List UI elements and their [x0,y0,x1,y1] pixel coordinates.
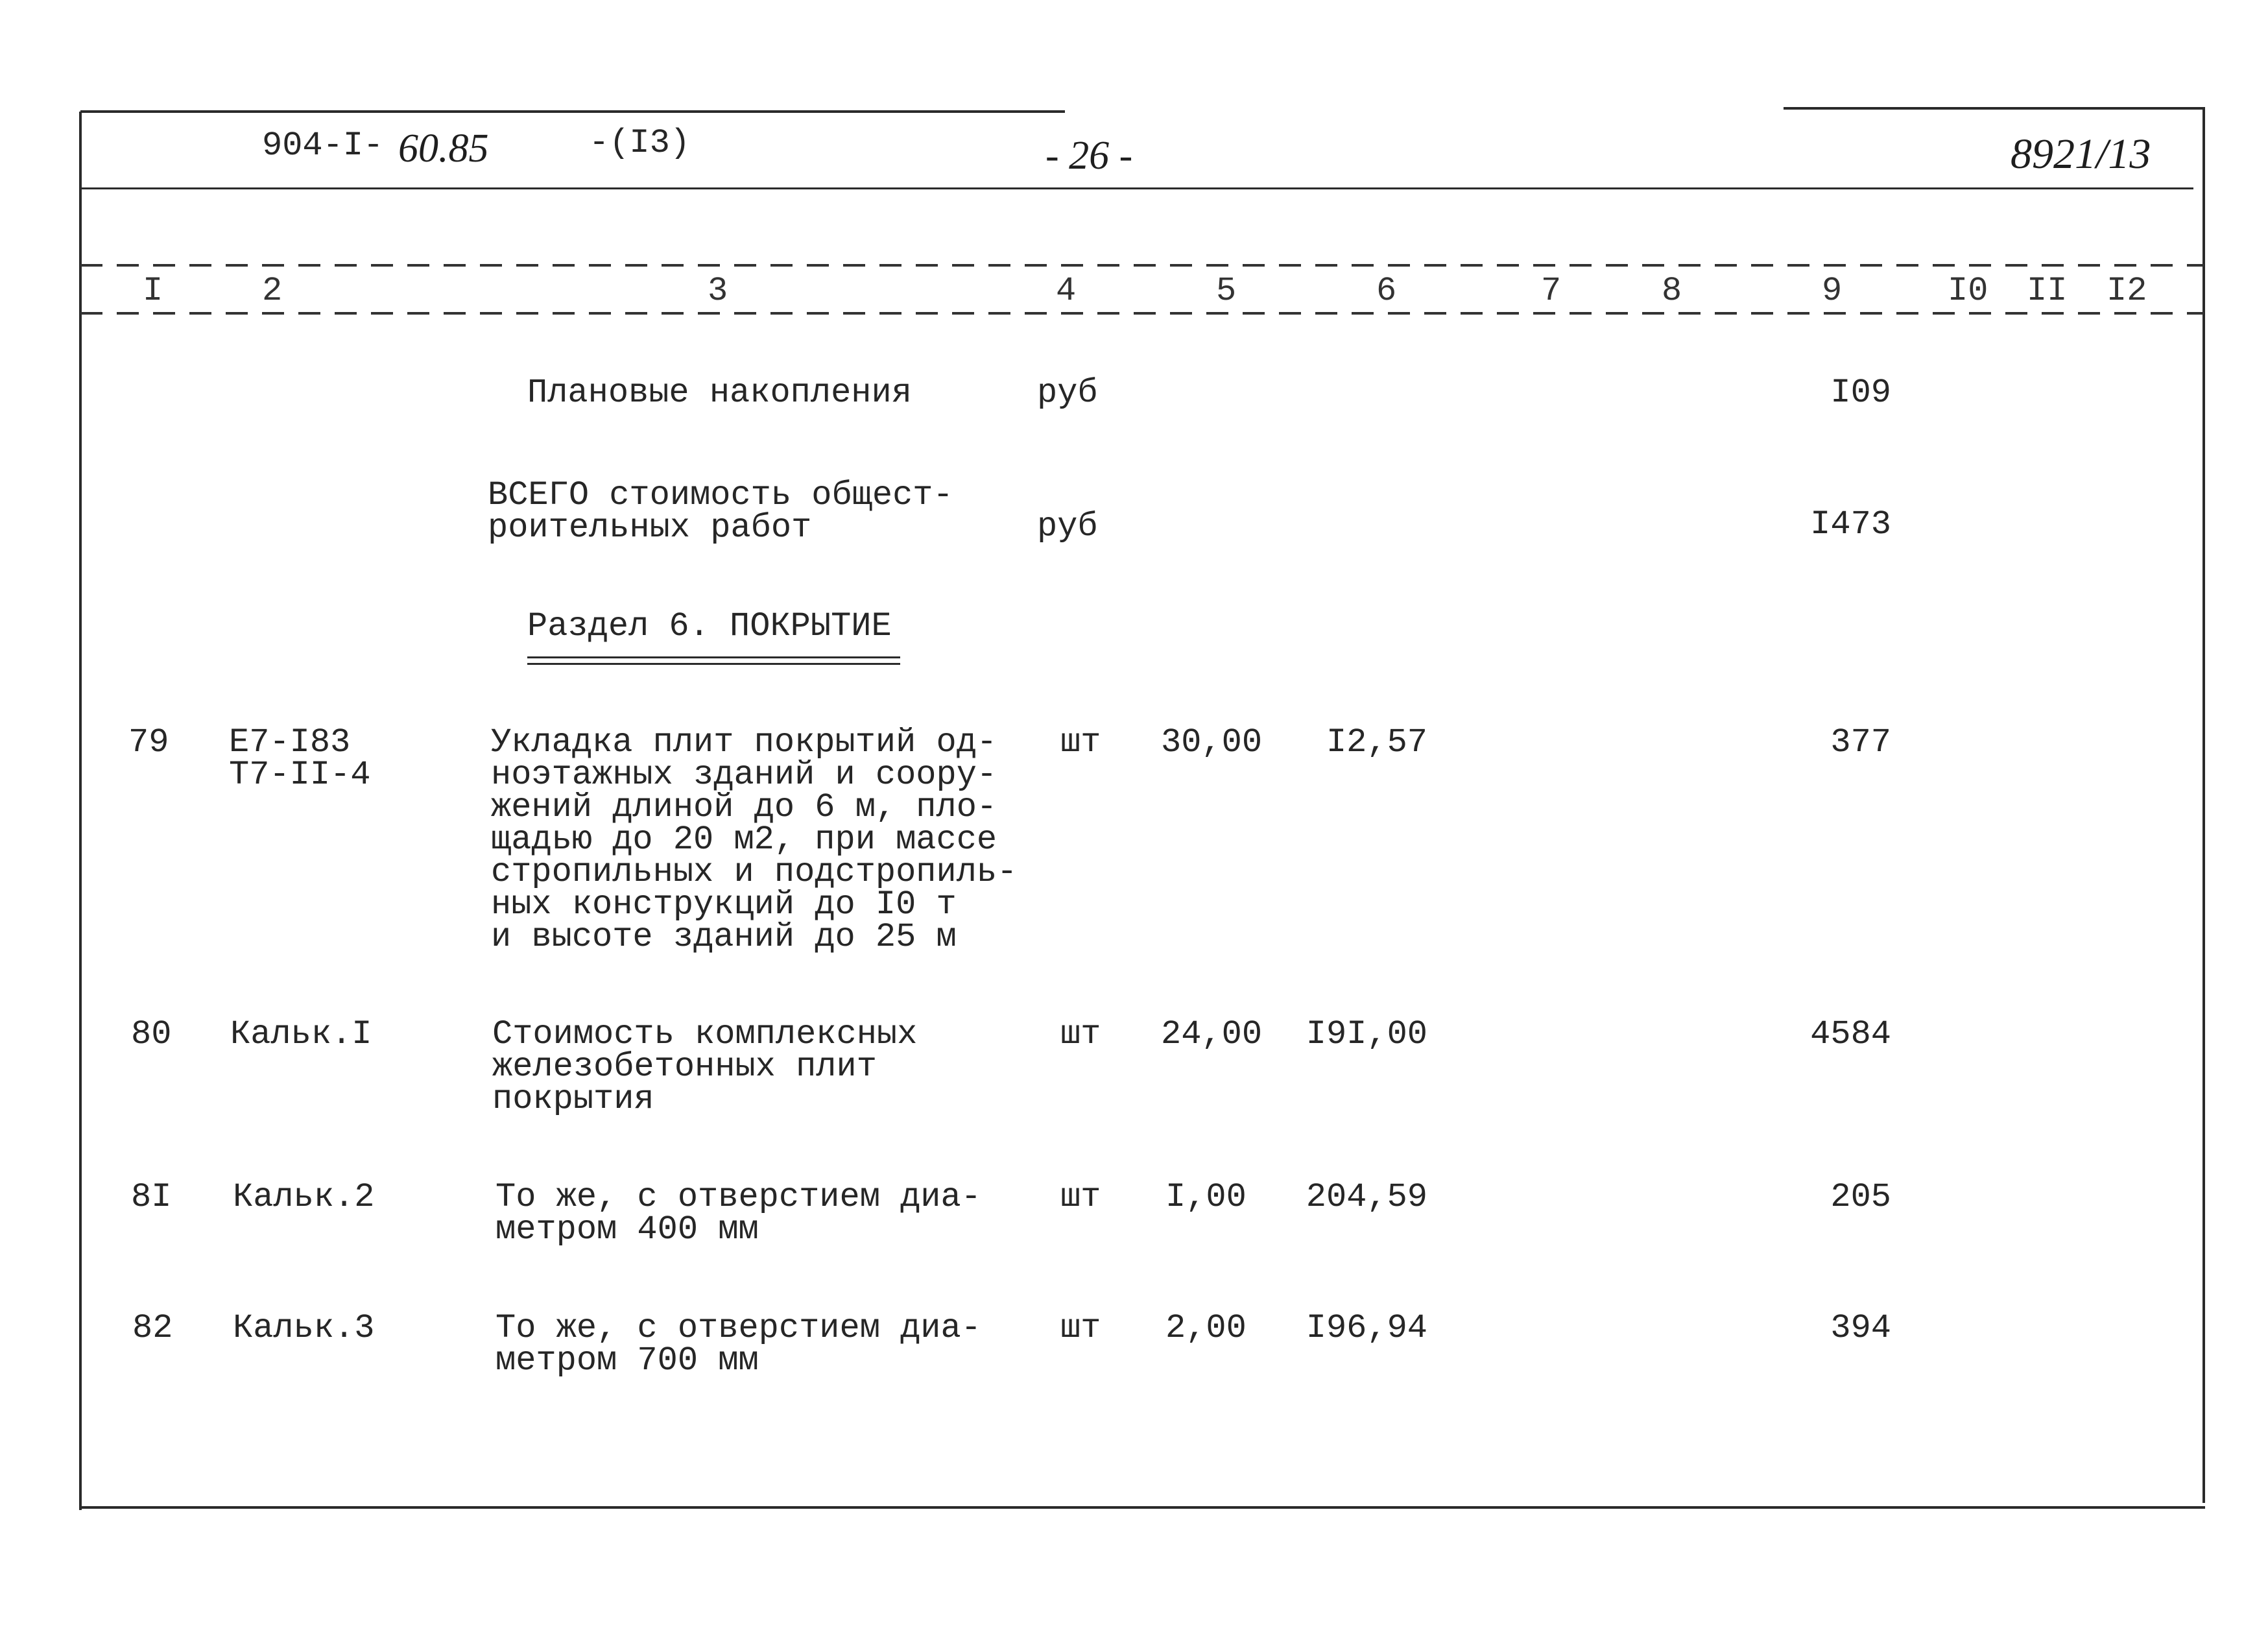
column-number-11: II [2027,272,2068,310]
frame-top-right-rule [1784,107,2205,110]
row-code-line: Т7-II-4 [229,756,371,794]
section-title-underline-2 [527,663,900,665]
row-description-line: железобетонных плит [492,1048,877,1086]
row-total: 205 [1830,1178,1891,1216]
summary-text-line: Плановые накопления [527,374,912,412]
row-code-line: Кальк.2 [233,1178,375,1216]
row-description [495,1309,981,1380]
column-header-dashed-bottom [80,312,2204,315]
row-quantity: 2,00 [1165,1309,1247,1347]
row-code-line: Е7-I83 [229,723,351,762]
row-description-line: То же, с отверстием диа- [495,1178,981,1216]
column-number-7: 7 [1541,272,1562,310]
column-number-6: 6 [1376,272,1397,310]
row-number: 8I [131,1178,172,1216]
summary-planned-text [527,374,912,412]
archive-number: 8921/13 [2011,130,2151,178]
frame-top-left-rule [80,110,1065,113]
row-code [229,723,371,794]
series-prefix: 904-I- [262,126,384,165]
row-description-line: щадью до 20 м2, при массе [491,821,997,859]
row-unit: шт [1060,1178,1101,1216]
column-number-12: I2 [2107,272,2147,310]
frame-left-border [79,112,82,1510]
series-handwritten-number: 60.85 [398,126,489,171]
row-description-line: То же, с отверстием диа- [495,1309,981,1347]
row-description-line: ноэтажных зданий и соору- [491,756,997,794]
column-number-1: I [143,272,163,310]
row-unit-price: I9I,00 [1306,1015,1427,1053]
row-description-line: стропильных и подстропиль- [491,853,1018,891]
column-number-8: 8 [1662,272,1682,310]
row-number: 82 [132,1309,173,1347]
row-unit-price: I2,57 [1326,723,1427,762]
row-code [233,1309,375,1347]
row-description-line: и высоте зданий до 25 м [491,918,957,956]
series-suffix: -(I3) [589,124,691,162]
summary-total-text [488,476,953,547]
section-title: Раздел 6. ПОКРЫТИЕ [527,607,892,645]
page-number: - 26 - [1045,134,1133,178]
summary-text-line: ВСЕГО стоимость общест- [488,476,953,514]
summary-text-line: роительных работ [488,509,812,547]
row-description-line: покрытия [492,1080,654,1118]
row-description-line: ных конструкций до I0 т [491,885,957,924]
frame-right-border [2202,107,2205,1503]
row-total: 4584 [1810,1015,1891,1053]
column-number-5: 5 [1216,272,1237,310]
row-unit-price: 204,59 [1306,1178,1427,1216]
row-total: 377 [1830,723,1891,762]
header-rule [80,187,2193,189]
row-number: 79 [128,723,169,762]
row-code-line: Кальк.I [230,1015,372,1053]
column-number-3: 3 [708,272,728,310]
row-code [230,1015,372,1053]
summary-total-amount: I473 [1810,505,1891,544]
section-title-underline-1 [527,656,900,658]
column-number-9: 9 [1822,272,1843,310]
row-code [233,1178,375,1216]
row-description-line: жений длиной до 6 м, пло- [491,788,997,826]
row-unit-price: I96,94 [1306,1309,1427,1347]
frame-bottom-border [80,1506,2205,1509]
column-number-4: 4 [1056,272,1077,310]
row-description-line: метром 400 мм [495,1210,759,1249]
row-quantity: 30,00 [1161,723,1263,762]
row-unit: шт [1060,723,1101,762]
row-description-line: Укладка плит покрытий од- [491,723,997,762]
row-description [495,1178,981,1249]
row-quantity: 24,00 [1161,1015,1263,1053]
row-description [491,723,1018,956]
row-unit: шт [1060,1015,1101,1053]
summary-planned-amount: I09 [1830,374,1891,412]
row-number: 80 [131,1015,172,1053]
row-description [492,1015,918,1118]
summary-planned-unit: руб [1037,374,1098,412]
row-total: 394 [1830,1309,1891,1347]
column-number-2: 2 [262,272,283,310]
row-quantity: I,00 [1165,1178,1247,1216]
row-code-line: Кальк.3 [233,1309,375,1347]
row-unit: шт [1060,1309,1101,1347]
column-number-10: I0 [1948,272,1988,310]
row-description-line: метром 700 мм [495,1341,759,1380]
summary-total-unit: руб [1037,507,1098,546]
column-header-dashed-top [80,264,2204,267]
row-description-line: Стоимость комплексных [492,1015,918,1053]
